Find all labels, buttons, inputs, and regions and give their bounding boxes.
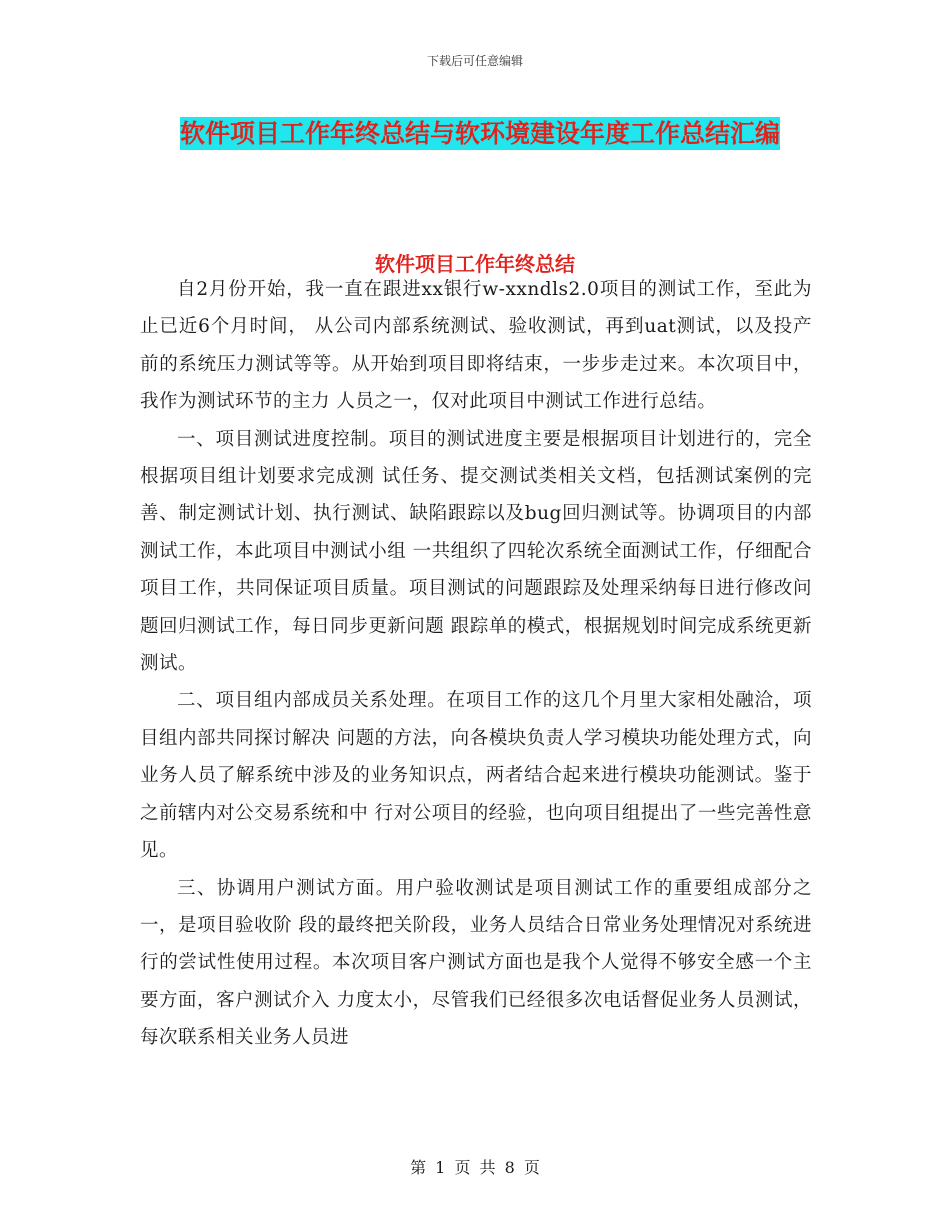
document-title bbox=[140, 110, 820, 158]
section-title: 软件项目工作年终总结 bbox=[375, 252, 575, 276]
body-paragraph: 三、协调用户测试方面。用户验收测试是项目测试工作的重要组成部分之一，是项目验收阶 段的最终把关阶段，业务人员结合日常业务处理情况对系统进行的尝试性使用过程。本次项目客户测试方面也是我个人觉得不够安全感一个主要方面，客户测试介入 力度太小，尽管我们已经很多次电话督促业务人员测试，每次联系相关业务人员进 bbox=[140, 877, 812, 1049]
document-title-text: 软件项目工作年终总结与软环境建设年度工作总结汇编 bbox=[179, 119, 780, 148]
body-paragraph: 二、项目组内部成员关系处理。在项目工作的这几个月里大家相处融洽，项目组内部共同探讨解决 问题的方法，向各模块负责人学习模块功能处理方式，向业务人员了解系统中涉及的业务知识点，两者结合起来进行模块功能测试。鉴于之前辖内对公交易系统和中 行对公项目的经验，也向项目组提出了一些完善性意见。 bbox=[140, 690, 812, 862]
body-paragraph: 自2月份开始，我一直在跟进xx银行w-xxndls2.0项目的测试工作，至此为止已近6个月时间， 从公司内部系统测试、验收测试，再到uat测试，以及投产前的系统压力测试等等。从开始到项目即将结束，一步步走过来。本次项目中，我作为测试环节的主力 人员之一，仅对此项目中测试工作进行总结。 bbox=[140, 279, 812, 413]
document-body bbox=[140, 271, 812, 1057]
page-number-footer: 第 1 页 共 8 页 bbox=[410, 1158, 540, 1177]
body-paragraph: 一、项目测试进度控制。项目的测试进度主要是根据项目计划进行的，完全根据项目组计划要求完成测 试任务、提交测试类相关文档，包括测试案例的完善、制定测试计划、执行测试、缺陷跟踪以及bug回归测试等。协调项目的内部测试工作，本此项目中测试小组 一共组织了四轮次系统全面测试工作，仔细配合项目工作，共同保证项目质量。项目测试的问题跟踪及处理采纳每日进行修改问题回归测试工作，每日同步更新问题 跟踪单的模式，根据规划时间完成系统更新测试。 bbox=[140, 428, 812, 675]
page-header-note: 下载后可任意编辑 bbox=[426, 54, 523, 68]
